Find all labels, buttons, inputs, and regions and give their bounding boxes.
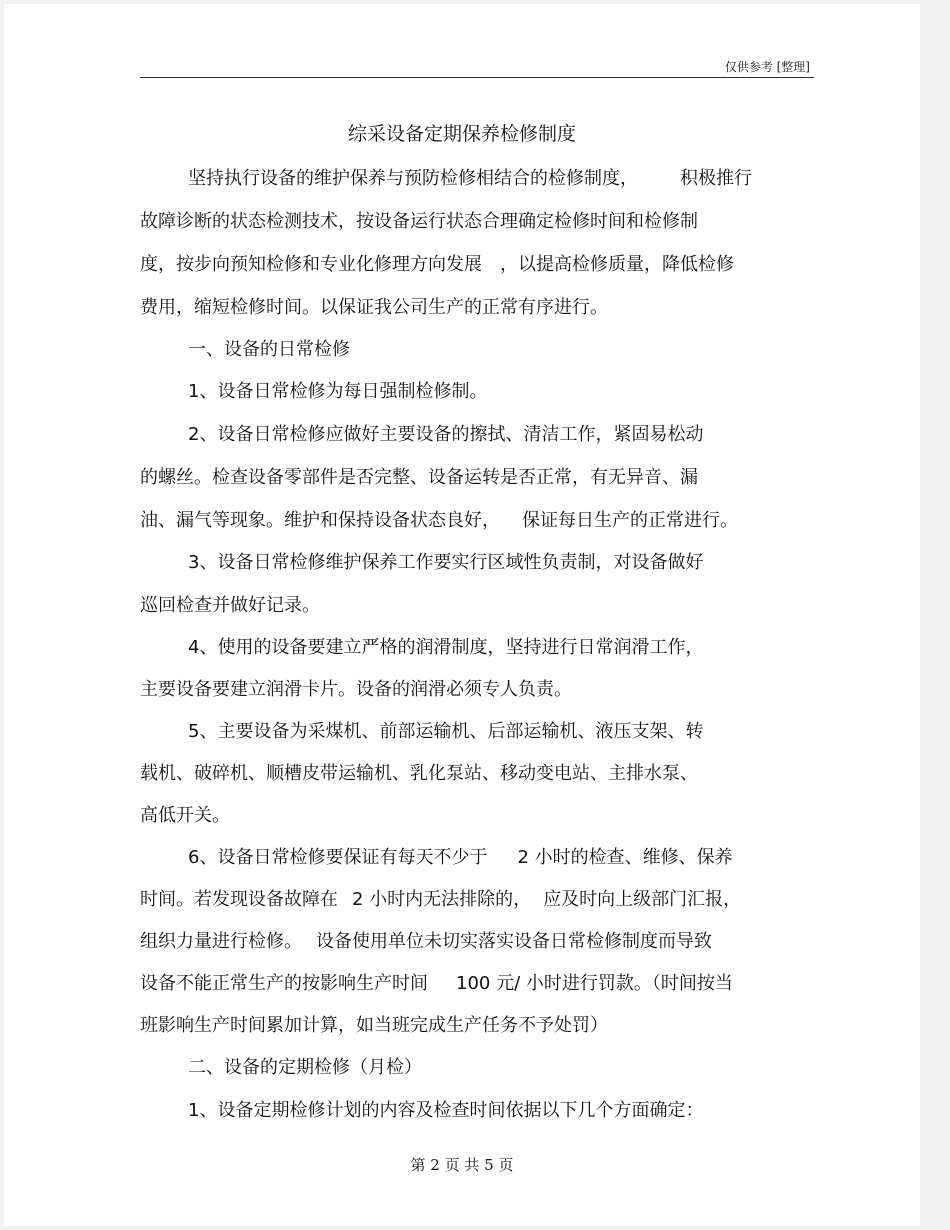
- paragraph-text: 2 小时内无法排除的，: [352, 889, 532, 910]
- document-title: 综采设备定期保养检修制度: [347, 123, 576, 145]
- list-item: 4、使用的设备要建立严格的润滑制度，坚持进行日常润滑工作，: [188, 637, 704, 658]
- paragraph-text: 组织力量进行检修。: [140, 931, 302, 952]
- paragraph-text: 设备不能正常生产的按影响生产时间: [140, 973, 428, 994]
- paragraph-text: 100 元/ 小时进行罚款。（时间按当: [456, 973, 733, 994]
- paragraph-text: 坚持执行设备的维护保养与预防检修相结合的检修制度，: [188, 168, 638, 189]
- list-item-continuation: 载机、破碎机、顺槽皮带运输机、乳化泵站、移动变电站、主排水泵、: [140, 763, 698, 784]
- paragraph-line: 故障诊断的状态检测技术，按设备运行状态合理确定检修时间和检修制: [140, 211, 698, 232]
- header-rule: [140, 77, 814, 78]
- paragraph-text: ，以提高检修质量，降低检修: [500, 254, 734, 275]
- list-item-continuation: 高低开关。: [140, 805, 230, 826]
- paragraph-text: 应及时向上级部门汇报，: [543, 889, 742, 910]
- list-item-continuation: [140, 969, 733, 995]
- list-item-continuation: [140, 927, 712, 953]
- list-item: [188, 843, 733, 869]
- section-heading: 一、设备的日常检修: [188, 339, 350, 360]
- paragraph-text: 保证每日生产的正常进行。: [522, 510, 738, 531]
- paragraph-text: 时间。若发现设备故障在: [140, 889, 338, 910]
- section-heading: 二、设备的定期检修（月检）: [188, 1057, 422, 1078]
- paragraph-text: 积极推行: [680, 168, 752, 189]
- list-item-continuation: 巡回检查并做好记录。: [140, 595, 320, 616]
- list-item: 1、设备日常检修为每日强制检修制。: [188, 381, 488, 402]
- list-item-continuation: [140, 506, 738, 532]
- header-note: 仅供参考 [整理]: [724, 60, 810, 74]
- paragraph-line: 费用，缩短检修时间。以保证我公司生产的正常有序进行。: [140, 297, 608, 318]
- paragraph-text: 2 小时的检查、维修、保养: [517, 847, 733, 868]
- document-page: [4, 4, 920, 1226]
- paragraph-text: 度，按步向预知检修和专业化修理方向发展: [140, 254, 482, 275]
- list-item: 5、主要设备为采煤机、前部运输机、后部运输机、液压支架、转: [188, 721, 704, 742]
- page-footer: 第 2 页 共 5 页: [410, 1156, 514, 1174]
- paragraph-line: [140, 250, 734, 276]
- list-item: 1、设备定期检修计划的内容及检查时间依据以下几个方面确定：: [188, 1100, 704, 1121]
- list-item-continuation: [140, 885, 741, 911]
- paragraph-text: 设备使用单位未切实落实设备日常检修制度而导致: [316, 931, 712, 952]
- list-item: 3、设备日常检修维护保养工作要实行区域性负责制，对设备做好: [188, 552, 704, 573]
- list-item: 2、设备日常检修应做好主要设备的擦拭、清洁工作，紧固易松动: [188, 424, 704, 445]
- paragraph-text: 6、设备日常检修要保证有每天不少于: [188, 847, 488, 868]
- list-item-continuation: 班影响生产时间累加计算，如当班完成生产任务不予处罚）: [140, 1015, 608, 1036]
- paragraph-line: [188, 164, 752, 190]
- list-item-continuation: 主要设备要建立润滑卡片。设备的润滑必须专人负责。: [140, 679, 572, 700]
- paragraph-text: 油、漏气等现象。维护和保持设备状态良好，: [140, 510, 500, 531]
- list-item-continuation: 的螺丝。检查设备零部件是否完整、设备运转是否正常，有无异音、漏: [140, 467, 698, 488]
